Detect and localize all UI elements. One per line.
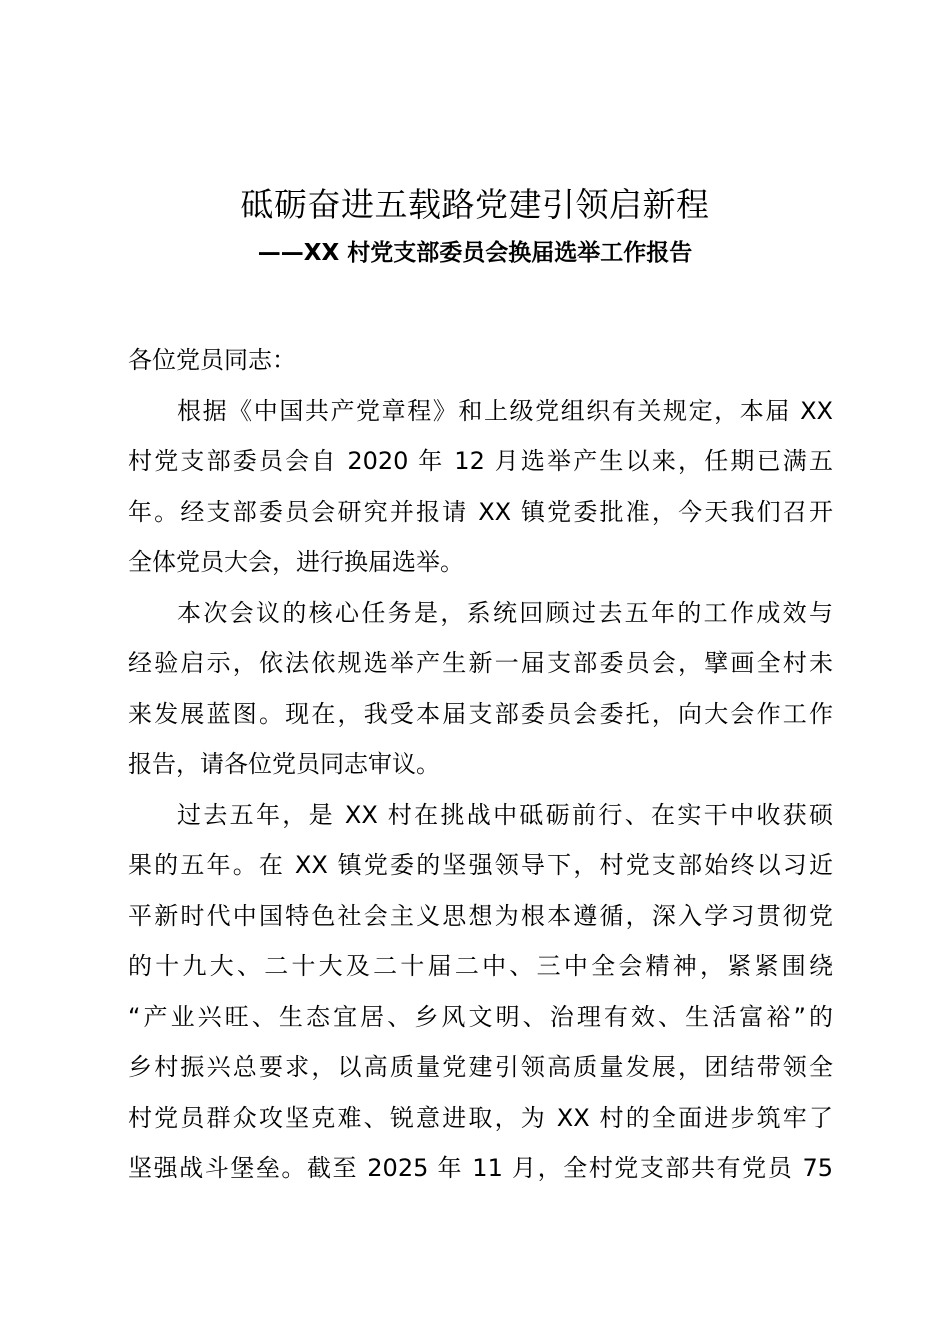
body-text-line: 果的五年。在 XX 镇党委的坚强领导下，村党支部始终以习近 xyxy=(128,851,833,879)
document-body xyxy=(128,335,833,1194)
body-text-line: 报告，请各位党员同志审议。 xyxy=(128,750,440,778)
body-text-line: 年。经支部委员会研究并报请 XX 镇党委批准，今天我们召开 xyxy=(128,497,833,526)
body-text-line: 全体党员大会，进行换届选举。 xyxy=(128,548,464,576)
body-text-line: 根据《中国共产党章程》和上级党组织有关规定，本届 XX xyxy=(177,396,833,425)
body-text-line: 村党支部委员会自 2020 年 12 月选举产生以来，任期已满五 xyxy=(128,447,833,475)
body-text-line: 来发展蓝图。现在，我受本届支部委员会委托，向大会作工作 xyxy=(128,699,833,728)
body-text-line: 经验启示，依法依规选举产生新一届支部委员会，擘画全村未 xyxy=(128,649,833,677)
body-text-line: 平新时代中国特色社会主义思想为根本遵循，深入学习贯彻党 xyxy=(128,901,833,930)
salutation: 各位党员同志： xyxy=(128,346,296,374)
body-text-line: 村党员群众攻坚克难、锐意进取，为 XX 村的全面进步筑牢了 xyxy=(128,1103,833,1132)
body-text-line: 的十九大、二十大及二十届二中、三中全会精神，紧紧围绕 xyxy=(128,952,833,980)
body-text-line: 坚强战斗堡垒。截至 2025 年 11 月，全村党支部共有党员 75 xyxy=(128,1154,833,1182)
body-text-line: “产业兴旺、生态宜居、乡风文明、治理有效、生活富裕”的 xyxy=(128,1002,833,1031)
body-text-line: 过去五年，是 XX 村在挑战中砥砺前行、在实干中收获硕 xyxy=(177,800,833,829)
document-title: 砥砺奋进五载路党建引领启新程 xyxy=(240,185,710,224)
document-subtitle: ——XX 村党支部委员会换届选举工作报告 xyxy=(257,240,693,266)
body-text-line: 本次会议的核心任务是，系统回顾过去五年的工作成效与 xyxy=(177,598,833,627)
body-text-line: 乡村振兴总要求，以高质量党建引领高质量发展，团结带领全 xyxy=(128,1053,833,1081)
